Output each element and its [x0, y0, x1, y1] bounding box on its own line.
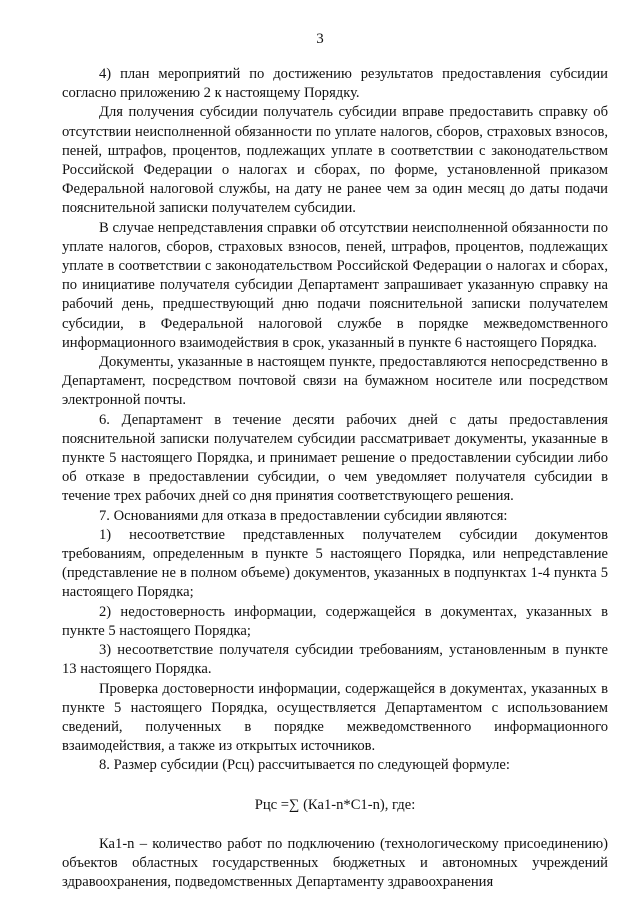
- paragraph-formula-definition: Ка1-n – количество работ по подключению (технологическому присоединению) объектов областных государственных бюджетных и автономных учреждений здравоохранения, подведомственных Департаменту здравоохранения: [62, 835, 608, 891]
- paragraph-refusal-2: 2) недостоверность информации, содержащейся в документах, указанных в пункте 5 настоящего Порядка;: [62, 603, 608, 639]
- paragraph-clause-8: 8. Размер субсидии (Рсц) рассчитывается по следующей формуле:: [99, 757, 510, 774]
- paragraph-clause-6: 6. Департамент в течение десяти рабочих дней с даты предоставления пояснительной записки получателем субсидии рассматривает документы, указанные в пункте 5 настоящего Порядка, и принимает решение о предоставлении субсидии либо об отказе в предоставлении субсидии, о чем уведомляет получателя субсидии в течение трех рабочих дней со дня принятия соответствующего решения.: [62, 411, 608, 505]
- paragraph-refusal-1: 1) несоответствие представленных получателем субсидии документов требованиям, определенным в пункте 5 настоящего Порядка, или непредставление (представление не в полном объеме) документов, указанных в подпунктах 1-4 пункта 5 настоящего Порядка;: [62, 526, 608, 601]
- paragraph-documents-submission: Документы, указанные в настоящем пункте, предоставляются непосредственно в Департамент, посредством почтовой связи на бумажном носителе или посредством электронной почты.: [62, 354, 608, 409]
- paragraph-refusal-3: 3) несоответствие получателя субсидии требованиям, установленным в пункте 13 настоящего Порядка.: [62, 642, 608, 678]
- paragraph-tax-certificate: Для получения субсидии получатель субсидии вправе предоставить справку об отсутствии неисполненной обязанности по уплате налогов, сборов, страховых взносов, пеней, штрафов, процентов, подлежащих уплате в соответствии с законодательством Российской Федерации о налогах и сборах, по форме, установленной приказом Федеральной налоговой службы, на дату не ранее чем за один месяц до даты подачи пояснительной записки получателем субсидии.: [62, 104, 608, 217]
- paragraph-clause-7: 7. Основаниями для отказа в предоставлении субсидии являются:: [99, 507, 508, 524]
- paragraph-verification: Проверка достоверности информации, содержащейся в документах, указанных в пункте 5 настоящего Порядка, осуществляется Департаментом с использованием сведений, полученных в порядке межведомственного информационного взаимодействия, а также из открытых источников.: [62, 680, 608, 755]
- paragraph-no-certificate: В случае непредставления справки об отсутствии неисполненной обязанности по уплате налогов, сборов, страховых взносов, пеней, штрафов, процентов, подлежащих уплате в соответствии с законодательством Российской Федерации о налогах и сборах, по инициативе получателя субсидии Департамент запрашивает указанную справку на рабочий день, предшествующий дню подачи пояснительной записки получателем субсидии, в Федеральной налоговой службе в порядке межведомственного информационного взаимодействия в срок, указанный в пункте 6 настоящего Порядка.: [62, 219, 608, 351]
- page-number: 3: [316, 31, 324, 47]
- paragraph-item-4: 4) план мероприятий по достижению результатов предоставления субсидии согласно приложению 2 к настоящему Порядку.: [62, 66, 608, 102]
- subsidy-formula: Рцс =∑ (Ка1-n*С1-n), где:: [254, 796, 416, 813]
- document-body: [62, 65, 608, 892]
